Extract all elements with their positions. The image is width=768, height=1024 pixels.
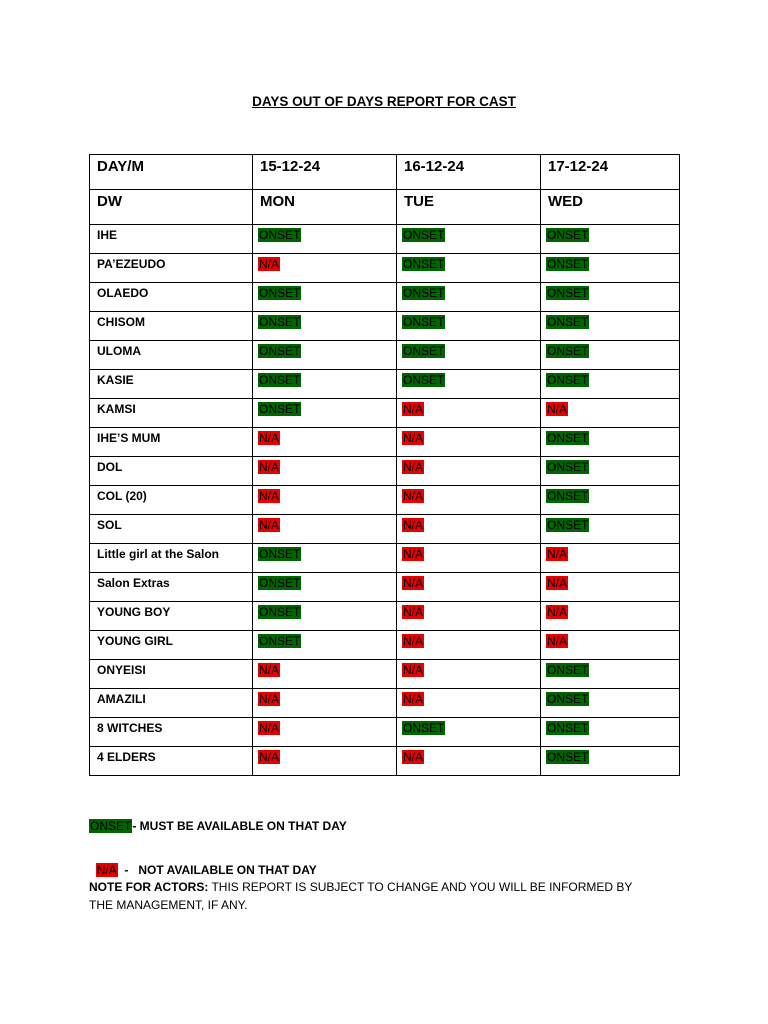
table-row: [90, 515, 680, 544]
actors-note: [89, 878, 649, 914]
table-row: [90, 631, 680, 660]
header-cell: 15-12-24: [253, 155, 397, 190]
table-row: [90, 573, 680, 602]
onset-tag: ONSET: [259, 228, 301, 242]
availability-cell: [541, 283, 680, 312]
header-cell: DAY/M: [90, 155, 253, 190]
onset-tag: ONSET: [547, 431, 589, 445]
onset-tag: ONSET: [403, 257, 445, 271]
na-tag: N/A: [259, 518, 280, 532]
availability-cell: [253, 254, 397, 283]
cast-name-cell: PA’EZEUDO: [90, 254, 253, 283]
availability-cell: [253, 486, 397, 515]
table-row: [90, 254, 680, 283]
cast-name-cell: SOL: [90, 515, 253, 544]
onset-tag: ONSET: [259, 605, 301, 619]
availability-cell: [253, 225, 397, 254]
na-tag: N/A: [403, 402, 424, 416]
availability-cell: [397, 515, 541, 544]
onset-tag: ONSET: [403, 286, 445, 300]
cast-name-cell: YOUNG BOY: [90, 602, 253, 631]
na-tag: N/A: [547, 634, 568, 648]
onset-tag: ONSET: [547, 344, 589, 358]
cast-name-cell: CHISOM: [90, 312, 253, 341]
availability-cell: [253, 573, 397, 602]
availability-cell: [397, 225, 541, 254]
onset-tag: ONSET: [259, 344, 301, 358]
na-tag: N/A: [403, 460, 424, 474]
header-cell: MON: [253, 190, 397, 225]
note-label: NOTE FOR ACTORS:: [89, 880, 209, 894]
cast-name-cell: KAMSI: [90, 399, 253, 428]
availability-cell: [397, 573, 541, 602]
na-tag: N/A: [547, 576, 568, 590]
na-legend-text: - NOT AVAILABLE ON THAT DAY: [117, 863, 317, 877]
table-row: [90, 312, 680, 341]
cast-name-cell: IHE: [90, 225, 253, 254]
header-cell: 17-12-24: [541, 155, 680, 190]
na-tag: N/A: [259, 257, 280, 271]
cast-name-cell: OLAEDO: [90, 283, 253, 312]
header-row-dates: [90, 155, 680, 190]
table-row: [90, 602, 680, 631]
report-title: DAYS OUT OF DAYS REPORT FOR CAST: [252, 94, 516, 109]
availability-cell: [397, 747, 541, 776]
onset-tag: ONSET: [403, 373, 445, 387]
table-row: [90, 486, 680, 515]
cast-name-cell: YOUNG GIRL: [90, 631, 253, 660]
onset-tag: ONSET: [547, 460, 589, 474]
availability-cell: [541, 689, 680, 718]
availability-cell: [397, 312, 541, 341]
onset-tag: ONSET: [259, 576, 301, 590]
availability-cell: [541, 225, 680, 254]
availability-cell: [541, 718, 680, 747]
table-row: [90, 370, 680, 399]
na-tag: N/A: [259, 721, 280, 735]
onset-tag: ONSET: [403, 344, 445, 358]
onset-tag: ONSET: [547, 663, 589, 677]
legend-onset: [89, 819, 347, 833]
availability-cell: [397, 602, 541, 631]
availability-cell: [253, 457, 397, 486]
na-tag: N/A: [403, 663, 424, 677]
availability-cell: [541, 660, 680, 689]
onset-legend-text: - MUST BE AVAILABLE ON THAT DAY: [132, 819, 347, 833]
onset-tag: ONSET: [403, 315, 445, 329]
legend-na: [89, 849, 317, 877]
na-tag: N/A: [259, 489, 280, 503]
onset-tag: ONSET: [547, 750, 589, 764]
table-row: [90, 428, 680, 457]
availability-cell: [397, 283, 541, 312]
availability-cell: [541, 631, 680, 660]
availability-cell: [397, 399, 541, 428]
header-cell: WED: [541, 190, 680, 225]
onset-tag: ONSET: [547, 373, 589, 387]
na-tag: N/A: [403, 518, 424, 532]
table-row: [90, 457, 680, 486]
availability-cell: [397, 660, 541, 689]
availability-cell: [397, 457, 541, 486]
availability-cell: [397, 718, 541, 747]
cast-name-cell: KASIE: [90, 370, 253, 399]
onset-tag: ONSET: [547, 489, 589, 503]
availability-cell: [253, 747, 397, 776]
table-row: [90, 225, 680, 254]
na-tag: N/A: [547, 402, 568, 416]
availability-cell: [541, 602, 680, 631]
onset-tag: ONSET: [547, 315, 589, 329]
availability-cell: [541, 399, 680, 428]
na-tag: N/A: [259, 750, 280, 764]
na-tag: N/A: [403, 431, 424, 445]
availability-cell: [541, 341, 680, 370]
na-tag: N/A: [403, 576, 424, 590]
cast-name-cell: DOL: [90, 457, 253, 486]
availability-cell: [541, 312, 680, 341]
table-row: [90, 399, 680, 428]
table-row: [90, 544, 680, 573]
availability-cell: [253, 283, 397, 312]
days-out-of-days-table: [89, 154, 680, 776]
onset-tag: ONSET: [259, 547, 301, 561]
onset-tag: ONSET: [90, 819, 132, 833]
na-tag: N/A: [403, 634, 424, 648]
availability-cell: [397, 631, 541, 660]
availability-cell: [253, 544, 397, 573]
availability-cell: [253, 515, 397, 544]
onset-tag: ONSET: [547, 721, 589, 735]
availability-cell: [253, 428, 397, 457]
header-cell: TUE: [397, 190, 541, 225]
na-tag: N/A: [403, 750, 424, 764]
availability-cell: [541, 573, 680, 602]
na-tag: N/A: [259, 663, 280, 677]
table-row: [90, 689, 680, 718]
table-row: [90, 660, 680, 689]
onset-tag: ONSET: [547, 257, 589, 271]
availability-cell: [541, 544, 680, 573]
na-tag: N/A: [403, 489, 424, 503]
na-tag: N/A: [403, 692, 424, 706]
onset-tag: ONSET: [547, 518, 589, 532]
availability-cell: [253, 660, 397, 689]
na-tag: N/A: [96, 863, 117, 877]
table-row: [90, 283, 680, 312]
cast-name-cell: COL (20): [90, 486, 253, 515]
cast-name-cell: 8 WITCHES: [90, 718, 253, 747]
onset-tag: ONSET: [259, 402, 301, 416]
availability-cell: [253, 370, 397, 399]
onset-tag: ONSET: [547, 692, 589, 706]
onset-tag: ONSET: [259, 373, 301, 387]
availability-cell: [253, 399, 397, 428]
na-tag: N/A: [259, 692, 280, 706]
na-tag: N/A: [547, 605, 568, 619]
cast-name-cell: AMAZILI: [90, 689, 253, 718]
availability-cell: [253, 341, 397, 370]
onset-tag: ONSET: [259, 634, 301, 648]
availability-cell: [253, 689, 397, 718]
table-row: [90, 718, 680, 747]
availability-cell: [541, 370, 680, 399]
availability-cell: [397, 544, 541, 573]
availability-cell: [541, 428, 680, 457]
onset-tag: ONSET: [547, 228, 589, 242]
availability-cell: [397, 428, 541, 457]
onset-tag: ONSET: [403, 721, 445, 735]
availability-cell: [253, 312, 397, 341]
na-tag: N/A: [403, 547, 424, 561]
cast-name-cell: ULOMA: [90, 341, 253, 370]
cast-name-cell: 4 ELDERS: [90, 747, 253, 776]
onset-tag: ONSET: [547, 286, 589, 300]
availability-cell: [541, 515, 680, 544]
availability-cell: [541, 254, 680, 283]
onset-tag: ONSET: [259, 286, 301, 300]
na-tag: N/A: [547, 547, 568, 561]
availability-cell: [397, 370, 541, 399]
header-row-weekdays: [90, 190, 680, 225]
availability-cell: [253, 602, 397, 631]
availability-cell: [541, 457, 680, 486]
cast-name-cell: Salon Extras: [90, 573, 253, 602]
availability-cell: [397, 254, 541, 283]
na-tag: N/A: [403, 605, 424, 619]
na-tag: N/A: [259, 431, 280, 445]
table-row: [90, 747, 680, 776]
availability-cell: [397, 486, 541, 515]
availability-cell: [397, 689, 541, 718]
availability-cell: [253, 631, 397, 660]
availability-cell: [541, 486, 680, 515]
na-tag: N/A: [259, 460, 280, 474]
availability-cell: [541, 747, 680, 776]
onset-tag: ONSET: [403, 228, 445, 242]
cast-name-cell: IHE’S MUM: [90, 428, 253, 457]
onset-tag: ONSET: [259, 315, 301, 329]
header-cell: DW: [90, 190, 253, 225]
cast-name-cell: ONYEISI: [90, 660, 253, 689]
header-cell: 16-12-24: [397, 155, 541, 190]
table-row: [90, 341, 680, 370]
cast-name-cell: Little girl at the Salon: [90, 544, 253, 573]
availability-cell: [253, 718, 397, 747]
note-text: THIS REPORT IS SUBJECT TO CHANGE AND YOU WILL BE INFORMED BY THE MANAGEMENT, IF ANY.: [89, 880, 633, 912]
availability-cell: [397, 341, 541, 370]
